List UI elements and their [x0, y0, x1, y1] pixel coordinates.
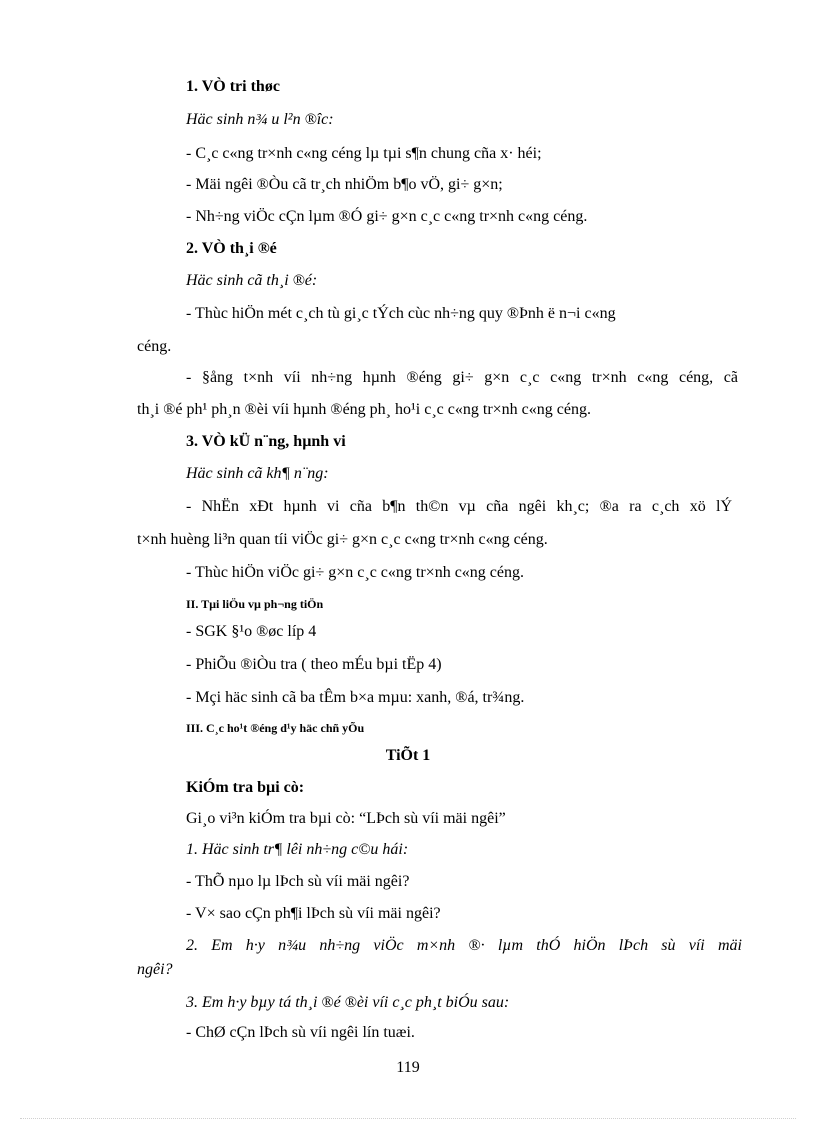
- attitude-item-2-cont: th¸i ®é ph¹ ph¸n ®èi víi hµnh ®éng ph¸ ho¹i c¸c c«ng tr×nh c«ng céng.: [137, 401, 591, 418]
- heading-review: KiÓm tra bµi cò:: [186, 779, 305, 796]
- knowledge-intro: Häc sinh n¾ u l²n ®îc:: [186, 111, 334, 128]
- materials-item-3: - Mçi häc sinh cã ba tÊm b×a mµu: xanh, ®á, tr¾ng.: [186, 689, 525, 706]
- knowledge-item-1: - C¸c c«ng tr×nh c«ng céng lµ tµi s¶n chung cña x· héi;: [186, 145, 542, 162]
- heading-attitude: 2. VÒ th¸i ®é: [186, 240, 277, 257]
- lesson-title: TiÕt 1: [385, 747, 431, 764]
- skills-item-1: - NhËn xÐt hµnh vi cña b¶n th©n vµ cña ngêi kh¸c; ®a ra c¸ch xö lÝ: [186, 498, 732, 515]
- attitude-item-1: - Thùc hiÖn mét c¸ch tù gi¸c tÝch cùc nh÷ng quy ®Þnh ë n¬i c«ng: [186, 305, 616, 322]
- materials-item-1: - SGK §¹o ®øc líp 4: [186, 623, 317, 640]
- heading-activities: III. C¸c ho¹t ®éng d¹y häc chñ yÕu: [186, 721, 365, 735]
- skills-item-1-cont: t×nh huèng li³n quan tíi viÖc gi÷ g×n c¸c c«ng tr×nh c«ng céng.: [137, 531, 548, 548]
- attitude-item-2: - §ång t×nh víi nh÷ng hµnh ®éng gi÷ g×n c¸c c«ng tr×nh c«ng céng, cã: [186, 369, 738, 386]
- question-3: 3. Em h·y bµy tá th¸i ®é ®èi víi c¸c ph¸t biÓu sau:: [186, 994, 510, 1011]
- heading-knowledge: 1. VÒ tri thøc: [186, 78, 280, 95]
- question-2: 2. Em h·y n¾u nh÷ng viÖc m×nh ®· lµm thÓ hiÖn lÞch sù víi mäi: [186, 937, 742, 954]
- review-intro: Gi¸o vi³n kiÓm tra bµi cò: “LÞch sù víi mäi ngêi”: [186, 810, 506, 827]
- heading-skills: 3. VÒ kÜ n¨ng, hµnh vi: [186, 433, 346, 450]
- attitude-intro: Häc sinh cã th¸i ®é:: [186, 272, 318, 289]
- question-3-a: - ChØ cÇn lÞch sù víi ngêi lín tuæi.: [186, 1024, 415, 1041]
- page-number: 119: [396, 1059, 420, 1076]
- page-bottom-edge: [20, 1118, 796, 1119]
- question-1-b: - V× sao cÇn ph¶i lÞch sù víi mäi ngêi?: [186, 905, 441, 922]
- materials-item-2: - PhiÕu ®iÒu tra ( theo mÉu bµi tËp 4): [186, 656, 442, 673]
- skills-intro: Häc sinh cã kh¶ n¨ng:: [186, 465, 329, 482]
- question-2-cont: ngêi?: [137, 961, 173, 978]
- knowledge-item-2: - Mäi ngêi ®Òu cã tr¸ch nhiÖm b¶o vÖ, gi÷ g×n;: [186, 176, 503, 193]
- skills-item-2: - Thùc hiÖn viÖc gi÷ g×n c¸c c«ng tr×nh c«ng céng.: [186, 564, 524, 581]
- question-1: 1. Häc sinh tr¶ lêi nh÷ng c©u hái:: [186, 841, 409, 858]
- attitude-item-1-cont: céng.: [137, 338, 172, 355]
- knowledge-item-3: - Nh÷ng viÖc cÇn lµm ®Ó gi÷ g×n c¸c c«ng tr×nh c«ng céng.: [186, 208, 588, 225]
- question-1-a: - ThÕ nµo lµ lÞch sù víi mäi ngêi?: [186, 873, 410, 890]
- heading-materials: II. Tµi liÖu vµ ph¬ng tiÖn: [186, 597, 324, 611]
